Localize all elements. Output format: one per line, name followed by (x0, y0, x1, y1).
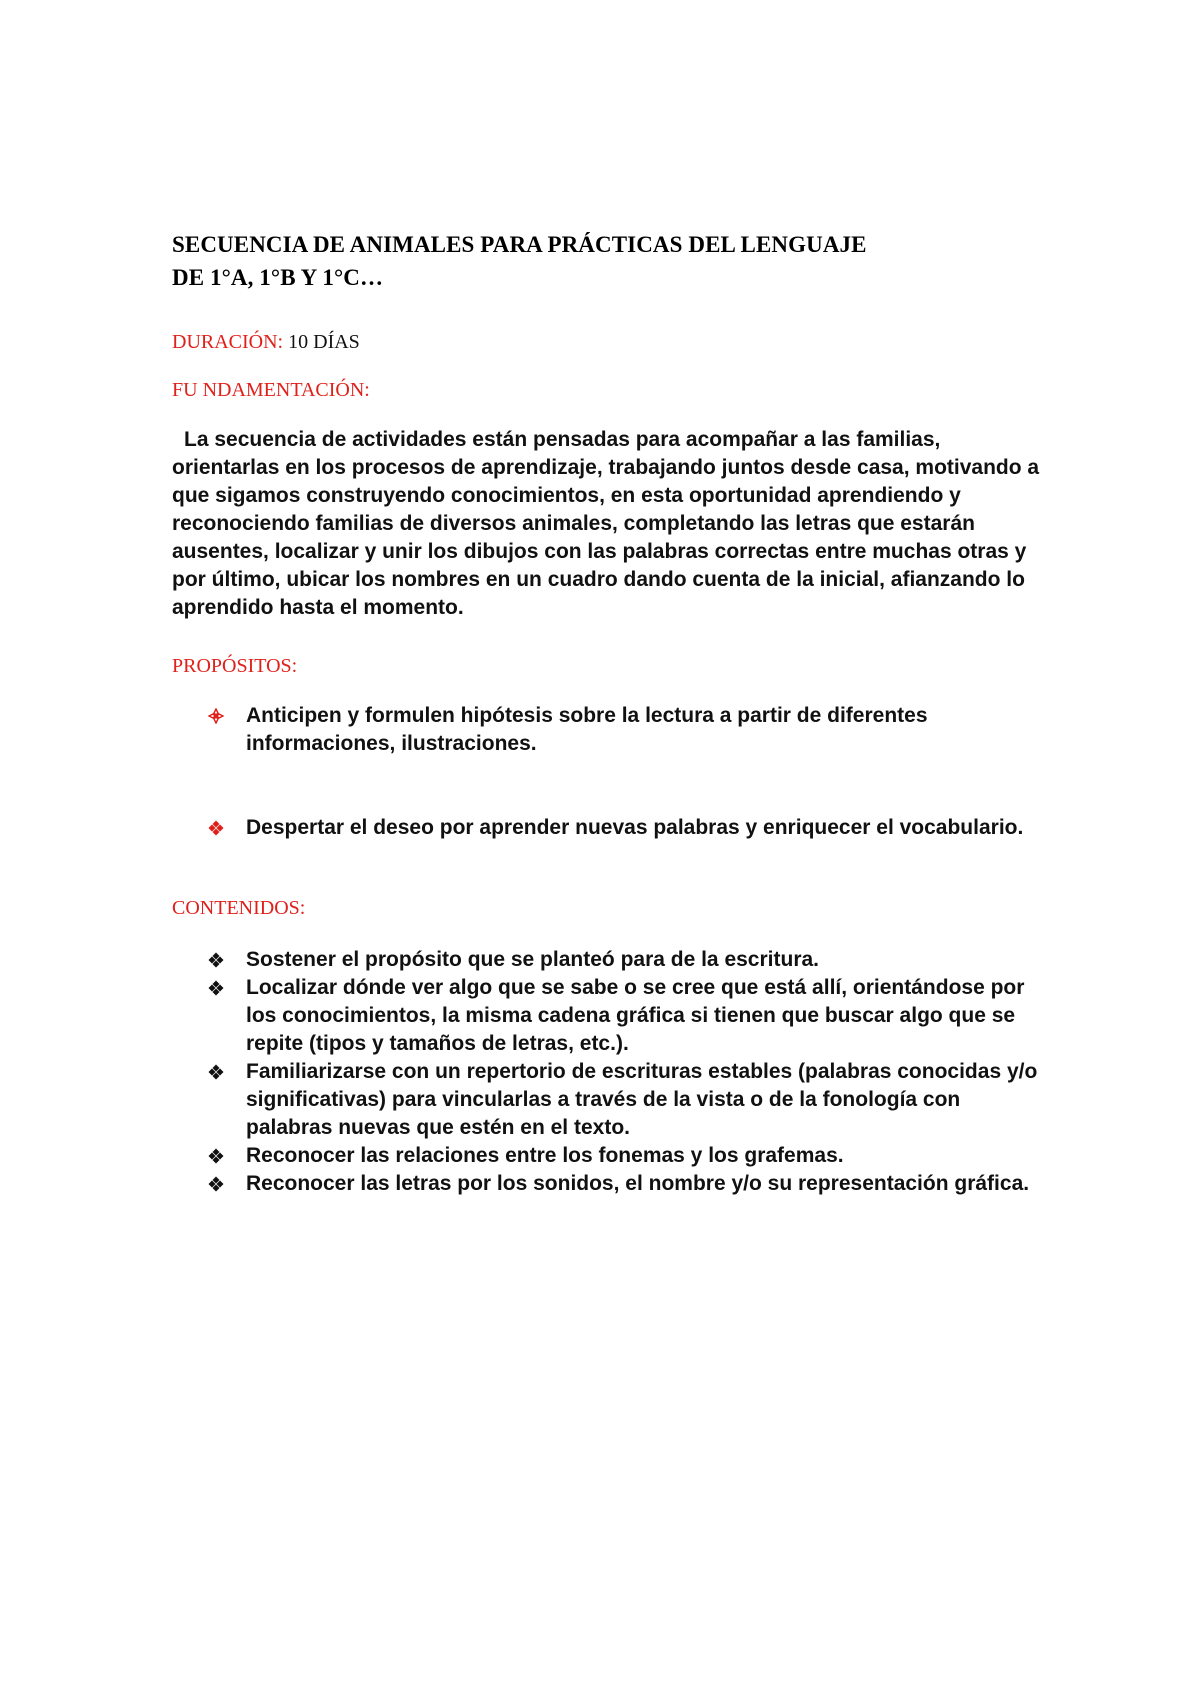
duracion-value: 10 DÍAS (288, 331, 360, 353)
proposito-item (172, 702, 1052, 758)
contenido-item (172, 974, 1052, 1058)
black-diamond-bullet-icon (208, 1064, 224, 1080)
title-line-1: SECUENCIA DE ANIMALES PARA PRÁCTICAS DEL LENGUAJE (172, 232, 867, 257)
contenido-text: Reconocer las letras por los sonidos, el nombre y/o su representación gráfica. (246, 1172, 1030, 1195)
fundamentacion-heading: FU NDAMENTACIÓN: (172, 379, 370, 401)
black-diamond-bullet-icon (208, 980, 224, 996)
proposito-item (172, 814, 1052, 842)
contenido-text: Familiarizarse con un repertorio de escrituras estables (palabras conocidas y/o significativas) para vincularlas a través de la vista o de la fonología con palabras nuevas que estén en el texto. (246, 1060, 1038, 1139)
contenidos-heading: CONTENIDOS: (172, 897, 306, 919)
contenido-item (172, 1058, 1052, 1142)
duracion-label: DURACIÓN: (172, 331, 284, 353)
document-title (172, 228, 1052, 294)
proposito-text: Anticipen y formulen hipótesis sobre la lectura a partir de diferentes informaciones, ilustraciones. (246, 704, 928, 755)
contenido-item (172, 1170, 1052, 1198)
contenido-item (172, 1142, 1052, 1170)
black-diamond-bullet-icon (208, 1148, 224, 1164)
red-diamond-bullet-icon (208, 820, 224, 836)
proposito-text: Despertar el deseo por aprender nuevas palabras y enriquecer el vocabulario. (246, 816, 1024, 839)
black-diamond-bullet-icon (208, 1176, 224, 1192)
propositos-list (172, 702, 1052, 842)
fundamentacion-paragraph: La secuencia de actividades están pensadas para acompañar a las familias, orientarlas en los procesos de aprendizaje, trabajando juntos desde casa, motivando a que sigamos construyendo conocimientos, en esta oportunidad aprendiendo y reconociendo familias de diversos animales, completando las letras que estarán ausentes, localizar y unir los dibujos con las palabras correctas entre muchas otras y por último, ubicar los nombres en un cuadro dando cuenta de la inicial, afianzando lo aprendido hasta el momento. (172, 428, 1040, 619)
title-line-2: DE 1°A, 1°B Y 1°C… (172, 265, 384, 290)
outline-diamond-bullet-icon (208, 708, 224, 724)
propositos-heading: PROPÓSITOS: (172, 655, 298, 677)
document-content (172, 228, 1052, 1198)
contenidos-list (172, 946, 1052, 1198)
duracion-line (172, 328, 1052, 356)
black-diamond-bullet-icon (208, 952, 224, 968)
contenido-text: Sostener el propósito que se planteó para de la escritura. (246, 948, 819, 971)
contenido-item (172, 946, 1052, 974)
contenido-text: Reconocer las relaciones entre los fonemas y los grafemas. (246, 1144, 844, 1167)
contenido-text: Localizar dónde ver algo que se sabe o se cree que está allí, orientándose por los conocimientos, la misma cadena gráfica si tienen que buscar algo que se repite (tipos y tamaños de letras, etc.). (246, 976, 1025, 1055)
